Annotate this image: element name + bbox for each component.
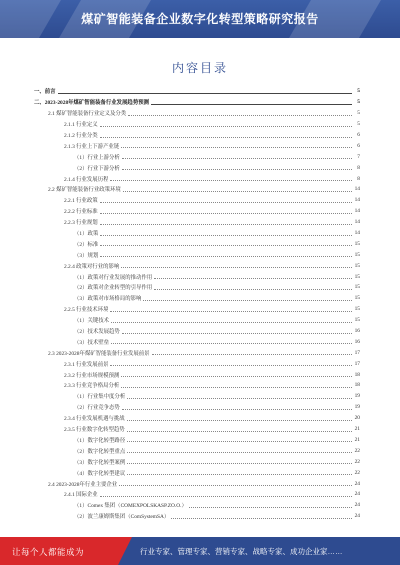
toc-entry-text: 2.3 2023-2028年煤矿智能装备行业发展前景 [48, 350, 150, 357]
toc-page-number: 7 [357, 153, 360, 160]
toc-page-number: 5 [357, 121, 360, 128]
toc-leader-dots [100, 137, 352, 138]
toc-entry[interactable] [34, 347, 360, 358]
toc-leader-dots [127, 420, 352, 421]
footer-banner [0, 537, 400, 565]
toc-entry-text: （3）规划 [74, 252, 99, 259]
toc-entry-text: （1）Comex 集团（COMEXPOLSKASP.ZO.O.） [74, 503, 187, 510]
toc-entry[interactable] [34, 184, 360, 195]
toc-entry[interactable] [34, 249, 360, 260]
toc-entry-text: 一、前言 [34, 89, 56, 96]
toc-entry[interactable] [34, 402, 360, 413]
toc-entry-text: 2.1.3 行业上下游产业链 [64, 143, 120, 150]
toc-leader-dots [110, 365, 352, 366]
toc-entry-text: （2）行业下游分析 [74, 165, 120, 172]
toc-entry-text: 2.3.4 行业发展机遇与挑战 [64, 416, 125, 423]
toc-leader-dots [100, 235, 352, 236]
toc-entry[interactable] [34, 86, 360, 97]
toc-entry-text: 2.1 煤矿智能装备行业定义及分类 [48, 111, 127, 118]
toc-entry[interactable] [34, 130, 360, 141]
toc-entry[interactable] [34, 369, 360, 380]
toc-page-number: 5 [357, 88, 360, 95]
toc-entry-text: （2）行业竞争态势 [74, 405, 120, 412]
toc-entry-text: （2）波兰康姆斯集团（ComSystemSA） [74, 514, 170, 521]
toc-entry[interactable] [34, 456, 360, 467]
toc-entry-text: （1）行业上游分析 [74, 154, 120, 161]
toc-entry-text: （1）政策对行业发展的推动作用 [74, 274, 153, 281]
toc-entry-text: 2.3.1 行业发展前景 [64, 361, 109, 368]
toc-entry[interactable] [34, 358, 360, 369]
toc-page-number: 24 [354, 502, 360, 509]
toc-leader-dots [100, 224, 352, 225]
toc-entry-text: （2）标准 [74, 241, 99, 248]
toc-entry-text: （4）数字化转型建议 [74, 470, 126, 477]
toc-entry[interactable] [34, 380, 360, 391]
toc-page-number: 21 [354, 426, 360, 433]
toc-entry-text: （2）数字化转型重点 [74, 448, 126, 455]
footer-tagline: 行业专家、管理专家、营销专家、战略专家、成功企业家…… [140, 547, 343, 556]
toc-entry-text: （3）政策对市场格局的影响 [74, 296, 142, 303]
toc-entry[interactable] [34, 108, 360, 119]
toc-leader-dots [122, 333, 352, 334]
toc-entry-text: 2.2.2 行业标准 [64, 209, 98, 216]
toc-entry-text: 2.3.3 行业竞争格局分析 [64, 383, 120, 390]
toc-entry-text: （2）政策对企业转型的引导作用 [74, 285, 153, 292]
report-title: 煤矿智能装备企业数字化转型策略研究报告 [81, 12, 319, 26]
toc-entry-text: （1）行业集中度分析 [74, 394, 126, 401]
toc-leader-dots [122, 169, 352, 170]
toc-entry[interactable] [34, 478, 360, 489]
toc-entry[interactable] [34, 228, 360, 239]
toc-heading: 内容目录 [171, 61, 228, 75]
toc-page-number: 21 [354, 436, 360, 443]
toc-leader-dots [127, 441, 352, 442]
toc-entry[interactable] [34, 435, 360, 446]
toc-leader-dots [100, 126, 352, 127]
toc-page-number: 15 [354, 284, 360, 291]
header-banner [0, 0, 400, 38]
toc-entry[interactable] [34, 271, 360, 282]
toc-entry[interactable] [34, 97, 360, 108]
table-of-contents [34, 86, 360, 522]
toc-leader-dots [121, 267, 352, 268]
toc-page-number: 15 [354, 262, 360, 269]
toc-entry-text: 2.3.5 行业数字化转型趋势 [64, 427, 125, 434]
toc-page-number: 5 [357, 110, 360, 117]
toc-page-number: 14 [354, 197, 360, 204]
toc-page-number: 22 [354, 447, 360, 454]
toc-leader-dots [110, 180, 352, 181]
toc-entry[interactable] [34, 217, 360, 228]
toc-leader-dots [122, 158, 352, 159]
toc-leader-dots [121, 387, 352, 388]
toc-page-number: 19 [354, 404, 360, 411]
toc-page-number: 15 [354, 295, 360, 302]
toc-leader-dots [123, 191, 352, 192]
toc-leader-dots [100, 213, 352, 214]
toc-entry-text: 2.1.4 行业发展历程 [64, 176, 109, 183]
toc-entry-text: （3）技术壁垒 [74, 339, 110, 346]
toc-leader-dots [121, 376, 352, 377]
toc-entry[interactable] [34, 336, 360, 347]
footer-red-tip [118, 537, 132, 565]
toc-entry[interactable] [34, 260, 360, 271]
toc-page-number: 14 [354, 208, 360, 215]
toc-entry[interactable] [34, 282, 360, 293]
toc-entry[interactable] [34, 162, 360, 173]
toc-page-number: 14 [354, 230, 360, 237]
toc-entry[interactable] [34, 206, 360, 217]
toc-page-number: 14 [354, 219, 360, 226]
toc-page-number: 24 [354, 480, 360, 487]
toc-entry-text: 2.2.4 政策对行业的影响 [64, 263, 120, 270]
toc-page-number: 6 [357, 132, 360, 138]
toc-page-number: 16 [354, 338, 360, 345]
toc-page-number: 15 [354, 251, 360, 258]
toc-entry[interactable] [34, 195, 360, 206]
toc-leader-dots [152, 354, 352, 355]
toc-entry[interactable] [34, 413, 360, 424]
toc-entry-text: 2.1.2 行业分类 [64, 133, 98, 139]
toc-entry-text: 2.2.1 行业政策 [64, 198, 98, 205]
toc-leader-dots [110, 311, 352, 312]
toc-page-number: 18 [354, 371, 360, 378]
toc-page-number: 16 [354, 328, 360, 335]
toc-page-number: 22 [354, 458, 360, 465]
toc-page-number: 18 [354, 382, 360, 389]
toc-entry-text: （1）数字化转型路径 [74, 437, 126, 444]
toc-leader-dots [111, 343, 352, 344]
toc-page-number: 22 [354, 469, 360, 476]
toc-entry[interactable] [34, 467, 360, 478]
footer-slogan: 让每个人都能成为 [12, 547, 85, 557]
toc-entry-text: 2.2 煤矿智能装备行业政策环境 [48, 187, 121, 194]
toc-entry-text: 2.3.2 行业市场规模预测 [64, 372, 120, 379]
toc-entry[interactable] [34, 326, 360, 337]
toc-entry-text: （3）数字化转型案例 [74, 459, 126, 466]
toc-leader-dots [111, 322, 352, 323]
toc-page-number: 15 [354, 240, 360, 247]
toc-entry[interactable] [34, 500, 360, 511]
toc-entry[interactable] [34, 315, 360, 326]
toc-entry[interactable] [34, 293, 360, 304]
toc-entry-text: 2.4.1 国际企业 [64, 492, 98, 499]
toc-entry[interactable] [34, 238, 360, 249]
toc-leader-dots [100, 202, 352, 203]
toc-entry-text: （1）政策 [74, 231, 99, 238]
toc-leader-dots [100, 256, 352, 257]
toc-page-number: 14 [354, 186, 360, 193]
toc-leader-dots [122, 409, 352, 410]
toc-entry-text: 2.2.5 行业技术环境 [64, 307, 109, 314]
toc-leader-dots [151, 104, 352, 105]
toc-entry-text: （1）关键技术 [74, 318, 110, 325]
toc-entry[interactable] [34, 304, 360, 315]
toc-leader-dots [119, 485, 352, 486]
toc-leader-dots [127, 463, 352, 464]
toc-entry-text: （2）技术发展趋势 [74, 329, 120, 336]
toc-entry[interactable] [34, 445, 360, 456]
toc-entry[interactable] [34, 511, 360, 522]
toc-entry-text: 2.1.1 行业定义 [64, 122, 98, 129]
toc-leader-dots [143, 300, 352, 301]
toc-page-number: 19 [354, 393, 360, 400]
toc-entry[interactable] [34, 151, 360, 162]
toc-entry[interactable] [34, 489, 360, 500]
toc-page-number: 5 [357, 99, 360, 106]
toc-leader-dots [58, 93, 352, 94]
toc-entry[interactable] [34, 424, 360, 435]
toc-leader-dots [171, 518, 352, 519]
toc-leader-dots [154, 289, 352, 290]
toc-page-number: 20 [354, 415, 360, 422]
toc-page-number: 24 [354, 513, 360, 520]
toc-page-number: 8 [357, 175, 360, 182]
toc-page-number: 17 [354, 360, 360, 367]
toc-leader-dots [189, 507, 352, 508]
toc-leader-dots [100, 496, 352, 497]
toc-page-number: 15 [354, 306, 360, 313]
toc-page-number: 24 [354, 491, 360, 498]
toc-leader-dots [127, 474, 352, 475]
toc-page-number: 15 [354, 273, 360, 280]
toc-page-number: 15 [354, 317, 360, 324]
toc-leader-dots [127, 431, 352, 432]
toc-leader-dots [154, 278, 352, 279]
toc-leader-dots [127, 452, 352, 453]
toc-page-number: 8 [357, 164, 360, 171]
toc-page-number: 6 [357, 142, 360, 149]
toc-leader-dots [128, 115, 352, 116]
toc-entry[interactable] [34, 119, 360, 130]
toc-leader-dots [127, 398, 352, 399]
toc-page-number: 17 [354, 349, 360, 356]
toc-entry[interactable] [34, 173, 360, 184]
toc-leader-dots [100, 245, 352, 246]
toc-entry[interactable] [34, 140, 360, 151]
toc-entry-text: 2.4 2023-2028年行业主要企业 [48, 481, 118, 488]
toc-entry-text: 2.2.3 行业规划 [64, 220, 98, 227]
toc-entry-text: 二、2023-2028年煤矿智能装备行业发展趋势预测 [34, 100, 149, 107]
toc-leader-dots [121, 147, 352, 148]
toc-entry[interactable] [34, 391, 360, 402]
